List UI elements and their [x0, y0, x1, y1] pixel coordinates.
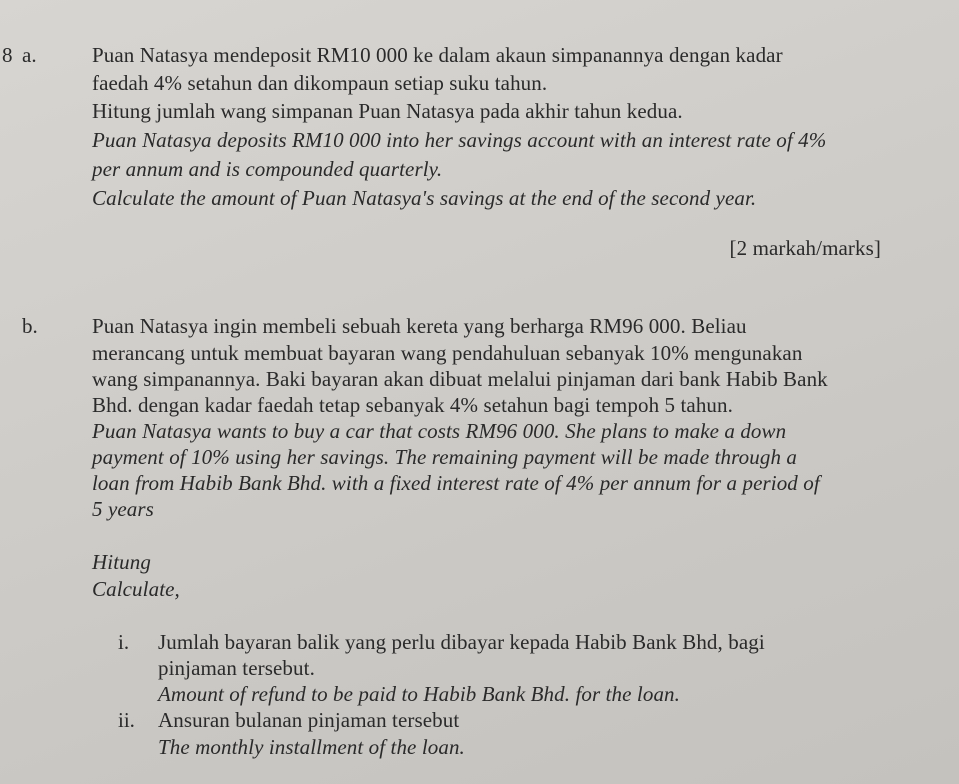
part-a-label: a.	[22, 43, 37, 67]
part-a-english-line-3: Calculate the amount of Puan Natasya's savings at the end of the second year.	[92, 186, 757, 210]
hitung-label: Hitung	[92, 550, 151, 574]
part-b-malay-line-3: wang simpanannya. Baki bayaran akan dibuat melalui pinjaman dari bank Habib Bank	[92, 367, 828, 391]
part-a-english-line-2: per annum and is compounded quarterly.	[92, 157, 443, 181]
part-b-english-line-2: payment of 10% using her savings. The remaining payment will be made through a	[92, 445, 798, 469]
part-b-malay-line-2: merancang untuk membuat bayaran wang pendahuluan sebanyak 10% mengunakan	[92, 341, 803, 365]
part-b-label: b.	[22, 314, 38, 338]
part-a-malay-line-2: faedah 4% setahun dan dikompaun setiap suku tahun.	[92, 71, 548, 95]
question-number: 8	[2, 43, 13, 67]
part-b-english-line-3: loan from Habib Bank Bhd. with a fixed interest rate of 4% per annum for a period of	[92, 471, 820, 495]
subpart-ii-label: ii.	[118, 708, 135, 732]
subpart-ii-malay: Ansuran bulanan pinjaman tersebut	[158, 708, 460, 732]
part-b-malay-line-4: Bhd. dengan kadar faedah tetap sebanyak 4% setahun bagi tempoh 5 tahun.	[92, 393, 733, 417]
part-a-malay-line-3: Hitung jumlah wang simpanan Puan Natasya pada akhir tahun kedua.	[92, 99, 683, 123]
subpart-i-label: i.	[118, 630, 130, 654]
calculate-label: Calculate,	[92, 577, 180, 601]
part-a-marks: [2 markah/marks]	[729, 236, 881, 260]
subpart-i-malay-line-2: pinjaman tersebut.	[158, 656, 315, 680]
subpart-ii-english: The monthly installment of the loan.	[158, 735, 465, 759]
part-b-english-line-4: 5 years	[92, 497, 154, 521]
part-b-malay-line-1: Puan Natasya ingin membeli sebuah kereta yang berharga RM96 000. Beliau	[92, 314, 747, 338]
part-a-english-line-1: Puan Natasya deposits RM10 000 into her savings account with an interest rate of 4%	[92, 128, 827, 152]
subpart-i-malay-line-1: Jumlah bayaran balik yang perlu dibayar kepada Habib Bank Bhd, bagi	[158, 630, 765, 654]
part-a-malay-line-1: Puan Natasya mendeposit RM10 000 ke dalam akaun simpanannya dengan kadar	[92, 43, 783, 67]
part-b-english-line-1: Puan Natasya wants to buy a car that costs RM96 000. She plans to make a down	[92, 419, 787, 443]
subpart-i-english: Amount of refund to be paid to Habib Bank Bhd. for the loan.	[158, 682, 681, 706]
